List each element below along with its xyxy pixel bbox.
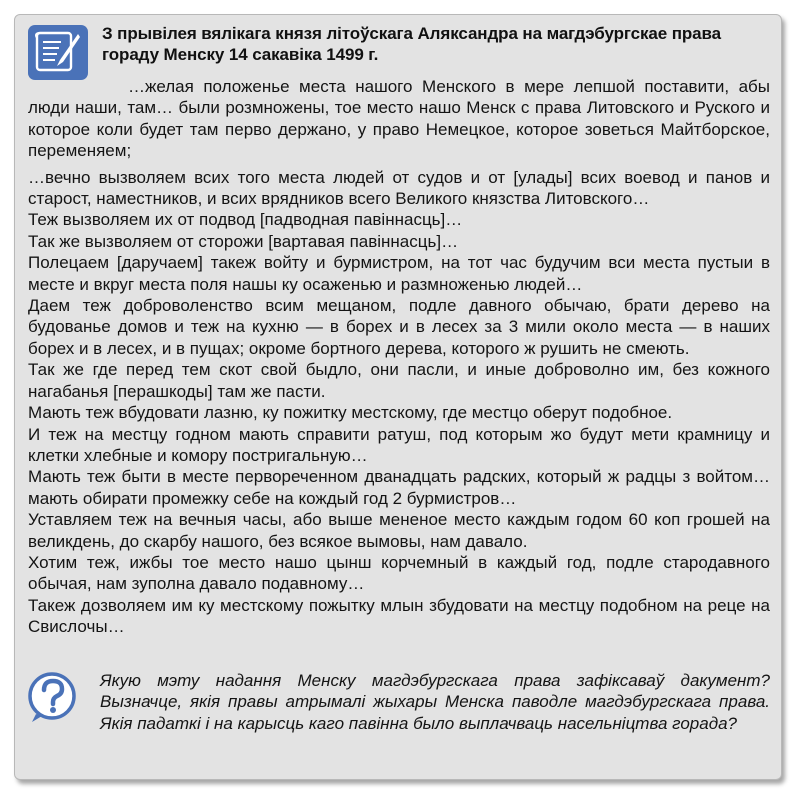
document-title: З прывілея вялікага князя літоўскага Аляксандра на магдэбургскае права гораду Менску 14 сакавіка 1499 г. <box>102 24 721 64</box>
paragraph: Мають теж вбудовати лазню, ку пожитку местскому, где местцо оберут подобное. <box>28 403 673 423</box>
paragraph: И теж на местцу годном мають справити ратуш, под которым жо будут мети крамницу и клетки хлебные и комору постригальную… <box>28 424 770 465</box>
assignment-question: Якую мэту надання Менску магдэбургскага права зафіксаваў дакумент? Вызначце, якія правы атрымалі жыхары Менска паводле магдэбургскага права. Якія падаткі і на карысць каго павінна было выплачваць насельніцтва горада? <box>100 671 770 733</box>
charter-excerpt <box>28 76 770 638</box>
paragraph: Такеж дозволяем им ку местскому пожытку млын збудовати на местцу подобном на реце на Свислочы… <box>28 595 770 637</box>
paragraph: Так же вызволяем от сторожи [вартавая павіннасць]… <box>28 231 459 251</box>
paragraph: Так же где перед тем скот свой быдло, они пасли, и иные доброволно им, без кожного нагабанья [перашкоды] там же пасти. <box>28 360 770 401</box>
paragraph: …вечно вызволяем всих того места людей от судов и от [улады] всих воевод и панов и старост, наместников, и всих врядников всего Великого князства Литовского… <box>28 167 770 209</box>
paragraph: Мають теж быти в месте первореченном дванадцать радских, который ж радцы з войтом… мають обирати промежку себе на кождый год 2 бурмистров… <box>28 467 770 508</box>
paragraph: Уставляем теж на вечныя часы, або выше мененое место каждым годом 60 коп грошей на великдень, до скарбу нашого, без всякое вымовы, нам давало. <box>28 510 770 551</box>
paragraph: …желая положенье места нашого Менского в мере лепшой поставити, абы люди наши, там… были розмножены, тое место нашо Менск с права Литовского и Руского и которое коли будет там перво держано, у право Немецкое, которое зоветься Майтборское, переменяем; <box>28 77 770 161</box>
paragraph: Теж вызволяем их от подвод [падводная павіннасць]… <box>28 210 463 230</box>
question-mark-icon <box>26 670 80 724</box>
paragraph: Полецаем [даручаем] такеж войту и бурмистром, на тот час будучим вси места пустыи в месте и вкруг места поля нашы ку осаженью и размноженью людей… <box>28 253 770 294</box>
scroll-document-icon <box>28 25 88 80</box>
paragraph: Хотим теж, ижбы тое место нашо цынш корчемный в каждый год, подле стародавного обычая, нам зуполна давало подавному… <box>28 552 770 594</box>
paragraph: Даем теж доброволенство всим мещаном, подле давного обычаю, брати дерево на будованье домов и теж на кухню — в борех и в лесех за 3 мили около места — в наших борех и в лесех, и в пущах; окроме бортного дерева, которого ж рушить не смеють. <box>28 296 770 358</box>
